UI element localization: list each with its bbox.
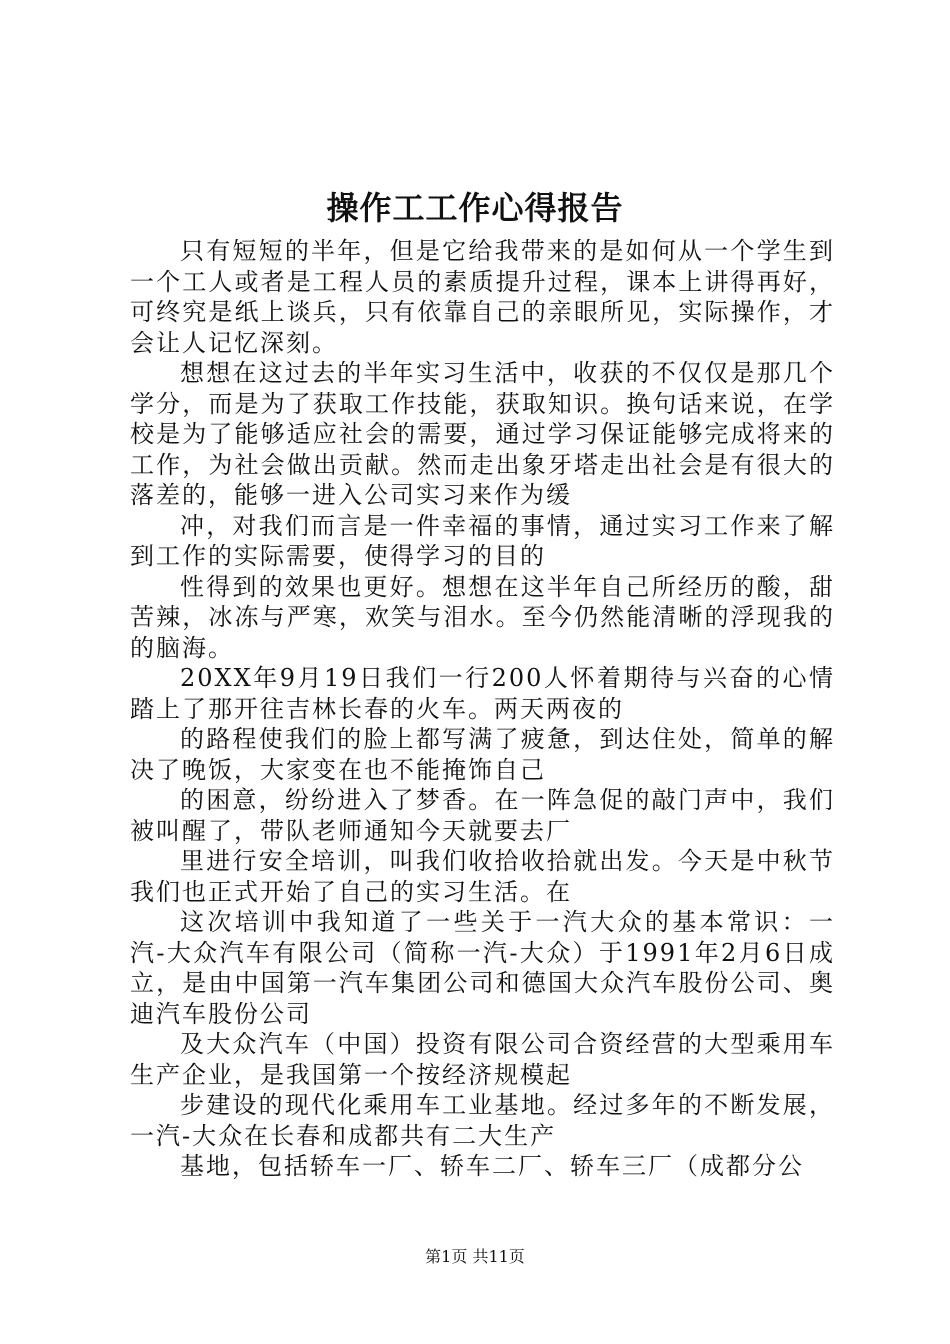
paragraph: 想想在这过去的半年实习生活中，收获的不仅仅是那几个学分，而是为了获取工作技能，获取知识。换句话来说，在学校是为了能够适应社会的需要，通过学习保证能够完成将来的工作，为社会做出贡献。然而走出象牙塔走出社会是有很大的落差的，能够一进入公司实习来作为缓 <box>130 359 835 509</box>
paragraph: 基地，包括轿车一厂、轿车二厂、轿车三厂（成都分公 <box>180 1152 804 1180</box>
paragraph: 里进行安全培训，叫我们收拾收拾就出发。今天是中秋节我们也正式开始了自己的实习生活。在 <box>130 847 835 906</box>
paragraph: 步建设的现代化乘用车工业基地。经过多年的不断发展，一汽-大众在长春和成都共有二大生产 <box>130 1091 835 1150</box>
paragraph: 20XX年9月19日我们一行200人怀着期待与兴奋的心情踏上了那开往吉林长春的火车。两天两夜的 <box>130 664 835 723</box>
paragraph: 性得到的效果也更好。想想在这半年自己所经历的酸，甜苦辣，冰冻与严寒，欢笑与泪水。至今仍然能清晰的浮现我的的脑海。 <box>130 572 835 662</box>
paragraph: 的困意，纷纷进入了梦香。在一阵急促的敲门声中，我们被叫醒了，带队老师通知今天就要去厂 <box>130 786 835 845</box>
paragraph: 冲，对我们而言是一件幸福的事情，通过实习工作来了解到工作的实际需要，使得学习的目的 <box>130 511 835 570</box>
paragraph: 只有短短的半年，但是它给我带来的是如何从一个学生到一个工人或者是工程人员的素质提升过程，课本上讲得再好，可终究是纸上谈兵，只有依靠自己的亲眼所见，实际操作，才会让人记忆深刻。 <box>130 237 835 357</box>
document-body <box>130 236 835 1182</box>
page-number-footer: 第1页 共11页 <box>425 1247 525 1266</box>
document-title: 操作工工作心得报告 <box>326 189 624 227</box>
paragraph: 这次培训中我知道了一些关于一汽大众的基本常识：一汽-大众汽车有限公司（简称一汽-大众）于1991年2月6日成立，是由中国第一汽车集团公司和德国大众汽车股份公司、奥迪汽车股份公司 <box>130 908 835 1028</box>
paragraph: 的路程使我们的脸上都写满了疲惫，到达住处，简单的解决了晚饭，大家变在也不能掩饰自己 <box>130 725 835 784</box>
paragraph: 及大众汽车（中国）投资有限公司合资经营的大型乘用车生产企业，是我国第一个按经济规模起 <box>130 1030 835 1089</box>
